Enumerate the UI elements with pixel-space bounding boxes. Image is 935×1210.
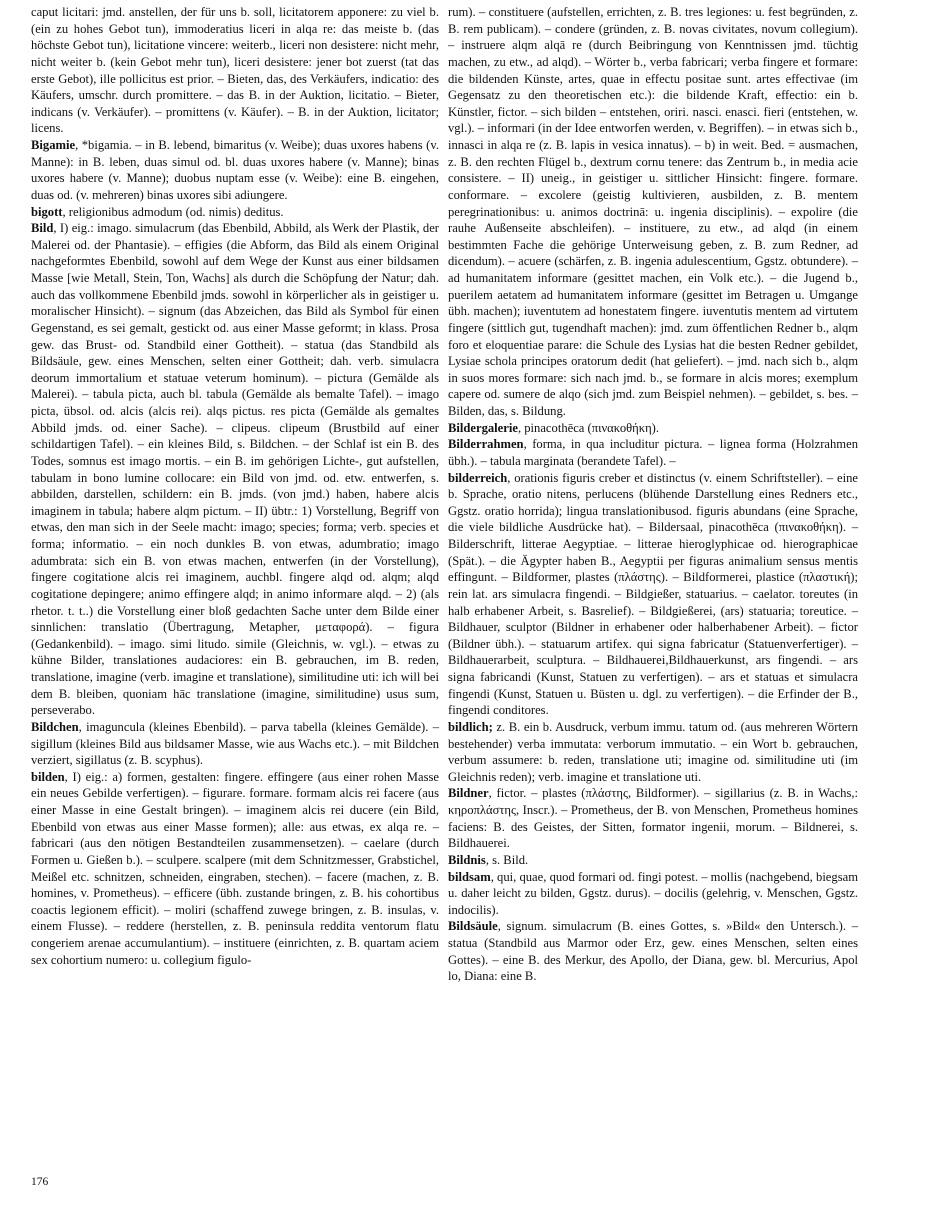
dictionary-entry [31,204,439,221]
entry-text: , s. Bild. [485,852,529,867]
dictionary-entry [448,719,858,786]
dictionary-entry [448,918,858,985]
entry-headword: bilderreich [448,470,508,485]
entry-text: , signum. simulacrum (B. eines Gottes, s. »Bild« den Untersch.). – statua (Standbild aus Marmor oder Erz, gew. eines Menschen, selten eines Gottes). – eine B. des Merkur, des Apollo, der Diana, gew. bl. Mercurius, Apol lo, Diana: eine B. [448,919,858,984]
entry-headword: bildsam [448,869,491,884]
entry-headword: Bildchen [31,719,79,734]
entry-headword: bigott [31,204,63,219]
entry-text: , I) eig.: imago. simulacrum (das Ebenbild, Abbild, als Werk der Plastik, der Malerei od. der Phantasie). – effigies (die Abform, das Bild als einem Original nachgeformtes Ebenbild, sowohl auf dem Wege der Kunst aus einer bildsamen Masse [wie Metall, Stein, Ton, Wachs] als durch die Schöpfung der Natur; dah. auch das vollkommene Ebenbild jmds. sowohl in körperlicher als in geistiger u. moralischer Hinsicht). – signum (das Abzeichen, das Bild als Symbol für einen Gegenstand, es sei gemalt, gestickt od. aus einer Masse geformt; in klass. Prosa gew. das Brust- od. Standbild einer Gottheit). – statua (das Standbild als Bildsäule, gew. eines Menschen, selten einer Gottheit; dah. verb. simulacra deorum immortalium et statuae veterum hominum). – pictura (Gemälde als Malerei). – tabula picta, auch bl. tabula (Gemälde als bemalte Tafel). – imago picta, übsol. od. alcis (alcis rei). alqs pictus. res picta (Gemälde als gemaltes Abbild jmds. od. einer Sache). – clipeus. clipeum (Brustbild auf einer schildartigen Tafel). – ein kleines Bild, s. Bildchen. – der Schlaf ist ein B. des Todes, somnus est imago mortis. – ein B. im gehörigen Lichte-, gut aufstellen, tabulam in bono lumine collocare: ein Bild von jmd. od. etw. entwerfen, s. abbilden, darstellen, schildern: ein B. jmds. (von jmd.) haben, habere alcis imaginem in tabula; habere alqm pictum. – II) übtr.: 1) Vorstellung, Begriff von etwas, den man sich in der Seele macht: imago; species; forma; verb. species et forma; informatio. – ein noch dunkles B. von etwas, adumbratio; imago adumbrata: sich ein B. von etwas machen, entwerfen (in der Vorstellung), fingere cogitatione alcis rei imaginem, auchbl. fingere alqd od. alqm; alqd cogitatione depingere; animo effingere alqd; in animo informare alqd. – 2) (als rhetor. t. t..) die Vorstellung einer bloß gedachten Sache unter dem Bilde einer sinnlichen: translatio (Übertragung, Metapher, μεταφορά). – figura (Gedankenbild). – imago. simi litudo. simile (Gleichnis, w. vgl.). – etwas zu kühne Bilder, translationes audaciores: ein B. gebrauchen, im B. reden, translatione, imagine (verb. imagine et translatione), similitudine uti: ich will bei dem B. bleiben, quoniam hāc translatione (imagine, similitudine) usus sum, perseverabo. [31,221,439,718]
dictionary-entry [448,785,858,852]
entry-headword: Bilderrahmen [448,437,524,452]
page-number: 176 [31,1176,49,1188]
entry-text: , fictor. – plastes (πλάστης, Bildformer). – sigillarius (z. B. in Wachs,: κηροπλάστης, Inscr.). – Prometheus, der B. von Menschen, Prometheus homines faciens: B. des Geistes, der Sitten, formator ingenii, morum. – Bildnerei, s. Bildhauerei. [448,786,858,851]
dictionary-entry [448,852,858,869]
left-column [31,4,439,968]
entry-text: , orationis figuris creber et distinctus (v. einem Schriftsteller). – eine b. Sprache, oratio nitens, perlucens (blühende Darstellung eines Redners etc., Ggstz. oratio horrida); lingua translationibusod. figuris abundans (eine Sprache, die viele bildliche Ausdrücke hat). – Bildersaal, pinacothēca (πινακοθήκη). – Bilderschrift, litterae Aegyptiae. – litterae hieroglyphicae od. hierographicae (Spät.). – die Ägypter haben B., Aegyptii per figuras animalium sensus mentis effingunt. – Bildformer, plastes (πλάστης). – Bildformerei, plastice (πλαστική); rein lat. ars simulacra fingendi. – Bildgießer, statuarius. – caelator. toreutes (in halb erhabener Arbeit, s. Basrelief). – Bildgießerei, (ars) statuaria; toreutice. – Bildhauer, sculptor (Bildner in erhabener oder halberhabener Arbeit). – fictor (Bildner übh.). – statuarum artifex. qui signa fabricatur (Statuenverfertiger). – Bildhauerarbeit, sculptura. – Bildhauerei,Bildhauerkunst, ars fingendi. – ars signa fabricandi (Kunst, Statuen zu verfertigen). – ars et statuas et simulacra fingendi (Kunst, Statuen u. Büsten u. dgl. zu verfertigen). – die Erfinder der B., fingendi conditores. [448,470,858,718]
entry-text: z. B. ein b. Ausdruck, verbum immu. tatum od. (aus mehreren Wörtern bestehender) verba immutata: verborum immutatio. – ein Wort b. gebrauchen, verbum assumere: b. reden, translatione uti; imagine od. similitudine uti (im Gleichnis reden); verb. imagine et translatione uti. [448,719,858,784]
dictionary-entry [31,4,439,137]
entry-headword: Bildergalerie [448,420,518,435]
entry-headword: Bild [31,221,54,236]
dictionary-entry [31,719,439,769]
entry-headword: bilden [31,769,65,784]
entry-text: , qui, quae, quod formari od. fingi potest. – mollis (nachgebend, biegsam u. daher leicht zu bilden, Ggstz. durus). – docilis (gelehrig, v. Menschen, Ggstz. indocilis). [448,869,858,917]
dictionary-entry [448,869,858,919]
entry-headword: Bildnis [448,852,486,867]
entry-headword: bildlich; [448,719,493,734]
dictionary-entry [31,137,439,204]
entry-text: , religionibus admodum (od. nimis) deditus. [62,204,284,219]
entry-headword: Bildsäule [448,919,498,934]
entry-headword: Bigamie [31,138,76,152]
entry-text: rum). – constituere (aufstellen, errichten, z. B. tres legiones: u. fest begründen, z. B. rem publicam). – condere (gründen, z. B. novas civitates, novum collegium). – instruere alqm alqā re (durch Beibringung von Kenntnissen jmd. tüchtig machen, zu etw., ad alqd). – Wörter b., verba fabricari; verba fingere et formare: die bildenden Künste, artes, quae in effectu positae sunt. artes effectivae (im Gegensatz zu den theoretischen etc.): die bildende Kraft, effectio: ein b. Künstler, fictor. – sich bilden – entstehen, oriri. nasci. enasci. fieri (entstehen, w. vgl.). – informari (in der Idee entworfen werden, v. Begriffen). – in etwas sich b., innasci in alqa re (z. B. lapis in vesica innatus). – b) in weit. Bed. = ausmachen, z. B. den rechten Flügel b., dextrum cornu tenere: das Zentrum b., in media acie consistere. – II) uneig., in geistiger u. sittlicher Hinsicht: fingere. formare. conformare. – excolere (geistig kultivieren, ausbilden, z. B. mentem peregrinationibus: u. animos doctrinā: u. ingenia disciplinis). – expolire (die rauhe Außenseite abschleifen). – instituere, zu etw., ad alqd (in einem bestimmten Fache die gehörige Unterweisung geben, z. B. zum Redner, ad dicendum). – acuere (schärfen, z. B. ingenia adulescentium, Ggstz. obtundere). – ad humanitatem informare (gesittet machen, ein Volk etc.). – die Jugend b., puerilem aetatem ad humanitatem informare (gesittet im Betragen u. Umgange übh. machen); iuventutem ad honestatem fingere. iuventutis mentem ad virtutem fingere (sittlich gut, tugendhaft machen): jmd. zum öffentlichen Redner b., alqm foro et eloquentiae parare: die Schule des Lysias hat die besten Redner gebildet, Lysiae schola principes oratorum dedit (hat geliefert). – jmd. nach sich b., alqm in suos mores formare: sich nach jmd. b., se formare in alcis mores; exemplum capere od. sumere de alqo (sich jmd. zum Beispiel nehmen). – gebildet, s. bes. – Bilden, das, s. Bildung. [448,5,858,418]
dictionary-entry [448,470,858,719]
dictionary-entry [448,4,858,420]
entry-text: , *bigamia. – in B. lebend, bimaritus (v. Weibe); duas uxores habens (v. Manne): in B. leben, duas simul od. bl. duas uxores habere (v. Manne); binas uxores habere (v. Manne); duobus nuptam esse (v. Weibe): eine B. eingehen, duas od. (v. mehreren) binas uxores sibi adiungere. [31,138,439,202]
dictionary-entry [448,420,858,437]
entry-text: , I) eig.: a) formen, gestalten: fingere. effingere (aus einer rohen Masse ein neues Gebilde verfertigen). – figurare. formare. formam alcis rei facere (aus einer Masse in eine Gestalt bringen). – imaginem alcis rei ducere (ein Bild, Ebenbild von etwas aus einer Masse formen); alle: aus etwas, ex alqa re. – fabricari (aus den nötigen Bestandteilen zusammensetzen). – caelare (durch Formen u. Gießen b.). – sculpere. scalpere (mit dem Schnitzmesser, Grabstichel, Meißel etc. schnitzen, schneiden, eingraben, stechen). – facere (machen, z. B. homines, v. Prometheus). – efficere (übh. zustande bringen, z. B. his cohortibus coactis legionem efficit). – moliri (schaffend zuwege bringen, z. B. insulas, v. einem Flusse). – reddere (herstellen, z. B. peninsula reddita ventorum flatu congeriem arenae accumulantium). – instituere (einrichten, z. B. quartam aciem sex cohortium numero: u. collegium figulo- [31,769,439,967]
entry-text: caput licitari: jmd. anstellen, der für uns b. soll, licitatorem apponere: zu viel b. (ein zu hohes Gebot tun), immoderatius liceri in alqa re: das meiste b. (das höchste Gebot tun), licitatione vincere: weiterb., liceri non desistere: nicht mehr, nicht weiter b. (kein Gebot mehr tun), liceri desistere: jener bot zuerst (tat das erste Gebot), ille pollicitus est prior. – Bieten, das, des Verkäufers, indicatio: des Käufers, umschr. durch promittere. – das B. in der Auktion, licitatio. – Bieter, indicans (v. Verkäufer). – promittens (v. Käufer). – B. in der Auktion, licitator; licens. [31,5,439,136]
entry-headword: Bildner [448,786,489,801]
dictionary-entry [31,769,439,969]
right-column [448,4,858,985]
dictionary-entry [448,436,858,469]
dictionary-entry [31,220,439,719]
entry-text: , forma, in qua includitur pictura. – lignea forma (Holzrahmen übh.). – tabula marginata (berandete Tafel). – [448,437,858,468]
entry-text: , pinacothēca (πινακοθήκη). [517,420,660,435]
entry-text: , imaguncula (kleines Ebenbild). – parva tabella (kleines Gemälde). – sigillum (kleines Bild aus bildsamer Masse, wie aus Wachs etc.). – mit Bildchen verziert, sigillatus (z. B. scyphus). [31,719,439,768]
